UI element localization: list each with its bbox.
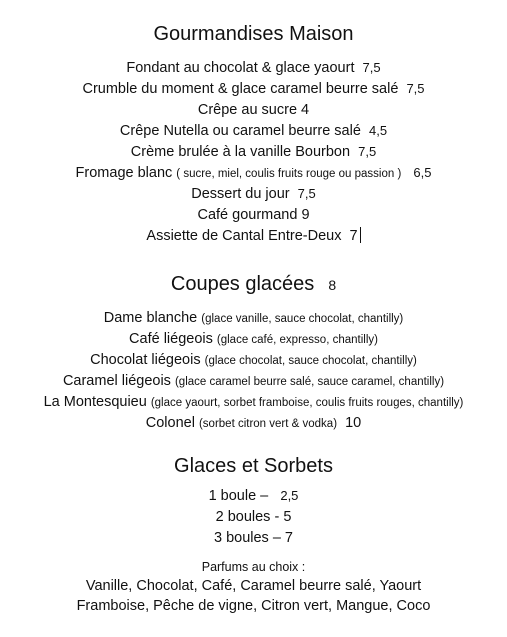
section-title-coupes: Coupes glacées 8 — [170, 273, 337, 295]
menu-item: Dame blanche (glace vanille, sauce chocolat, chantilly) — [103, 310, 404, 326]
menu-item: Fondant au chocolat & glace yaourt 7,5 — [126, 60, 381, 76]
menu-item: Crêpe Nutella ou caramel beurre salé 4,5 — [119, 123, 388, 139]
menu-item: Dessert du jour 7,5 — [191, 186, 316, 202]
menu-item: Caramel liégeois (glace caramel beurre salé, sauce caramel, chantilly) — [62, 373, 445, 389]
menu-item: Crème brulée à la vanille Bourbon 7,5 — [130, 144, 377, 160]
menu-item: Crumble du moment & glace caramel beurre salé 7,5 — [82, 81, 425, 97]
flavours-list-line: Vanille, Chocolat, Café, Caramel beurre salé, Yaourt — [85, 578, 422, 594]
menu-item: 1 boule – 2,5 — [208, 488, 299, 504]
menu-item: La Montesquieu (glace yaourt, sorbet framboise, coulis fruits rouges, chantilly) — [43, 394, 464, 410]
menu-item: Café liégeois (glace café, expresso, chantilly) — [129, 331, 378, 347]
menu-item: Café gourmand 9 — [197, 207, 310, 223]
menu-item: Chocolat liégeois (glace chocolat, sauce chocolat, chantilly) — [90, 352, 417, 368]
section-title-gourmandises: Gourmandises Maison — [153, 23, 354, 45]
menu-item: Crêpe au sucre 4 — [197, 102, 310, 118]
section-title-glaces: Glaces et Sorbets — [174, 455, 333, 477]
menu-item: Assiette de Cantal Entre-Deux 7 — [0, 226, 507, 246]
menu-item: Fromage blanc ( sucre, miel, coulis fruits rouge ou passion ) 6,5 — [75, 165, 432, 181]
flavours-label: Parfums au choix : — [201, 560, 306, 574]
menu-item: 2 boules - 5 — [215, 509, 292, 525]
menu-item: 3 boules – 7 — [213, 530, 293, 546]
text-cursor — [360, 227, 361, 243]
menu-item: Colonel (sorbet citron vert & vodka) 10 — [145, 415, 362, 431]
flavours-list-line: Framboise, Pêche de vigne, Citron vert, Mangue, Coco — [76, 598, 431, 614]
